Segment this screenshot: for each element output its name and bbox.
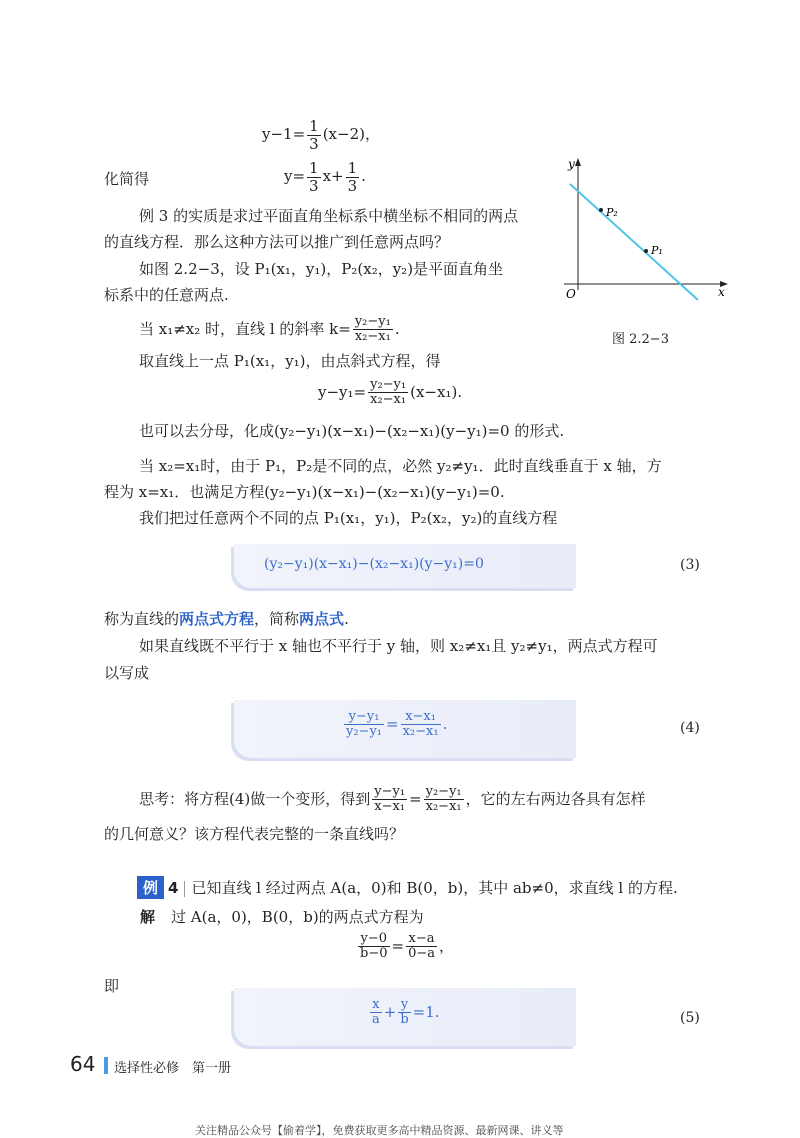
equation-simplified: y= $\frac{1}{3}$ x+ $\frac{1}{3}$ . (284, 159, 366, 195)
equation-number-5: (5) (680, 1010, 700, 1026)
formula-3: (y₂−y₁)(x−x₁)−(x₂−x₁)(y−y₁)=0 (264, 556, 484, 572)
namely-label: 即 (104, 977, 120, 995)
example-4-heading: 例 4 已知直线 l 经过两点 A(a，0)和 B(0，b)，其中 ab≠0，求直线 l 的方程. (137, 876, 678, 899)
example-tag: 例 (137, 876, 164, 899)
point-p2 (599, 208, 603, 212)
point-slope-statement: 取直线上一点 P₁(x₁，y₁)，由点斜式方程，得 (139, 352, 441, 370)
p1-label: P₁ (651, 244, 663, 257)
equation-number-3: (3) (680, 557, 700, 573)
paragraph-2-line-2: 标系中的任意两点. (104, 286, 229, 304)
paragraph-2-line-1: 如图 2.2−3，设 P₁(x₁，y₁)，P₂(x₂，y₂)是平面直角坐 (139, 260, 504, 278)
figure-caption: 图 2.2−3 (612, 332, 669, 347)
equation-line-1: y−1= $\frac{1}{3}$ (x−2)， (262, 117, 380, 153)
formula-4: $\frac{\text{y−y₁}}{\text{y₂−y₁}}$ = $\frac{\text{x−x₁}}{\text{x₂−x₁}}$ . (346, 709, 448, 740)
point-p1 (644, 249, 648, 253)
y-axis-label: y (568, 157, 575, 171)
solution-line: 解 过 A(a，0)，B(0，b)的两点式方程为 (140, 908, 424, 926)
formula-box-4 (234, 700, 576, 758)
page-number: 64 (70, 1052, 96, 1076)
y-axis-arrow (575, 158, 581, 166)
clear-denominator-statement: 也可以去分母，化成(y₂−y₁)(x−x₁)−(x₂−x₁)(y−y₁)=0 的形式. (139, 422, 565, 440)
x-axis-label: x (718, 285, 725, 299)
two-point-form-definition: 称为直线的两点式方程，简称两点式. (104, 610, 349, 628)
equation-point-slope: y−y₁= $\frac{\text{y₂−y₁}}{\text{x₂−x₁}}$ (x−x₁). (318, 377, 463, 408)
formula-box-3 (234, 544, 576, 588)
slope-statement: 当 x₁≠x₂ 时，直线 l 的斜率 k= $\frac{\text{y₂−y₁}}{\text{x₂−x₁}}$ . (139, 314, 400, 345)
think-question-line-1: 思考：将方程(4)做一个变形，得到 $\frac{\text{y−y₁}}{\text{x−x₁}}$ = $\frac{\text{y₂−y₁}}{\text{x₂−x₁}}$ ，它的左右两边各具有怎样 (139, 784, 646, 815)
paragraph-parallel-line-2: 以写成 (104, 664, 150, 682)
formula-5: $\frac{x}{a}$ + $\frac{y}{b}$ =1. (372, 997, 440, 1028)
equation-solution: $\frac{y-0}{b-0}$ = $\frac{x-a}{0-a}$ ， (360, 931, 455, 962)
figure-coordinate-plot (556, 150, 736, 320)
think-question-line-2: 的几何意义？该方程代表完整的一条直线吗？ (104, 825, 405, 843)
definition-statement: 我们把过任意两个不同的点 P₁(x₁，y₁)，P₂(x₂，y₂)的直线方程 (139, 509, 558, 527)
origin-label: O (566, 287, 576, 301)
paragraph-1-line-1: 例 3 的实质是求过平面直角坐标系中横坐标不相同的两点 (139, 207, 519, 225)
paragraph-1-line-2: 的直线方程．那么这种方法可以推广到任意两点吗？ (104, 233, 450, 251)
line-p1p2 (570, 184, 698, 300)
vertical-case-line-1: 当 x₂=x₁时，由于 P₁，P₂是不同的点，必然 y₂≠y₁．此时直线垂直于 x 轴，方 (139, 457, 662, 475)
simplify-label: 化简得 (104, 170, 150, 188)
footer-accent-bar (104, 1057, 108, 1074)
formula-box-5 (234, 988, 576, 1046)
vertical-case-line-2: 程为 x=x₁．也满足方程(y₂−y₁)(x−x₁)−(x₂−x₁)(y−y₁)=0. (104, 483, 505, 501)
watermark: 关注精品公众号【偷着学】，免费获取更多高中精品资源、最新网课、讲义等 (195, 1124, 564, 1137)
paragraph-parallel-line-1: 如果直线既不平行于 x 轴也不平行于 y 轴，则 x₂≠x₁且 y₂≠y₁，两点式方程可 (139, 637, 658, 655)
book-title: 选择性必修 第一册 (114, 1061, 232, 1076)
p2-label: P₂ (606, 206, 618, 219)
equation-number-4: (4) (680, 720, 700, 736)
